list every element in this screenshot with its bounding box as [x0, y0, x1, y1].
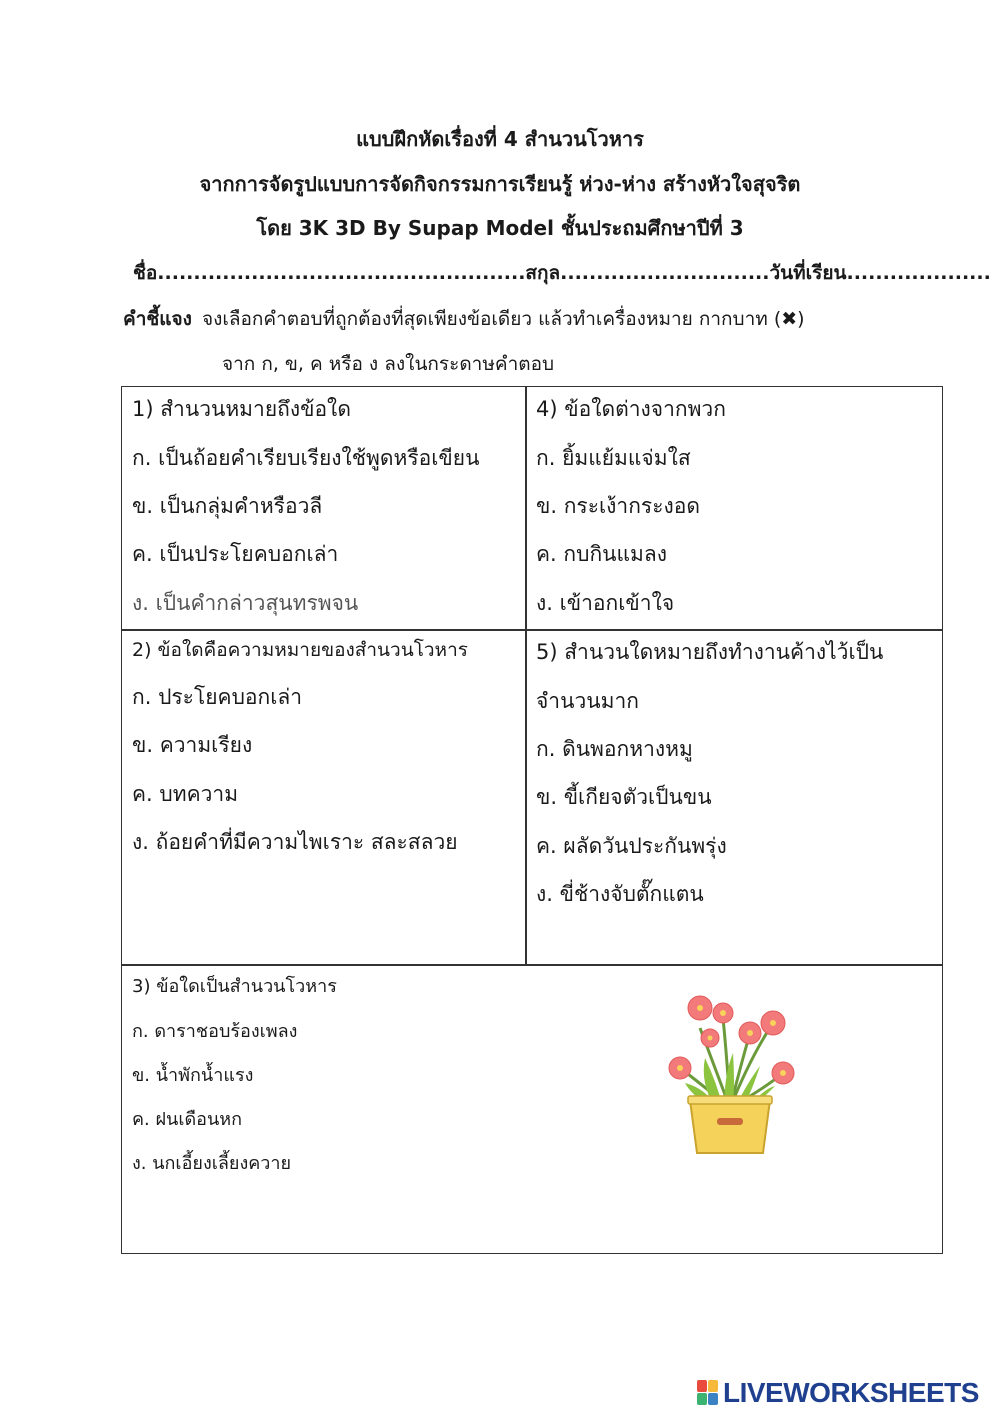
worksheet-subtitle: จากการจัดรูปแบบการจัดกิจกรรมการเรียนรู้ ห่วง-ห่าง สร้างหัวใจสุจริต [199, 172, 801, 196]
question-box-5 [525, 629, 943, 966]
question-5-text: 5) สำนวนใดหมายถึงทำงานค้างไว้เป็น [536, 640, 884, 664]
instructions-text-line2: จาก ก, ข, ค หรือ ง ลงในกระดาษคำตอบ [222, 353, 555, 375]
question-1-option-a[interactable]: ก. เป็นถ้อยคำเรียบเรียงใช้พูดหรือเขียน [132, 446, 480, 470]
worksheet-title: แบบฝึกหัดเรื่องที่ 4 สำนวนโวหาร [356, 127, 644, 151]
question-box-4 [525, 386, 943, 631]
question-5-option-d[interactable]: ง. ขี่ช้างจับตั๊กแตน [536, 882, 704, 906]
question-2-option-d[interactable]: ง. ถ้อยคำที่มีความไพเราะ สละสลวย [132, 830, 458, 854]
question-1-option-c[interactable]: ค. เป็นประโยคบอกเล่า [132, 542, 339, 566]
liveworksheets-logo-text: LIVEWORKSHEETS [723, 1377, 979, 1408]
question-box-1 [121, 386, 527, 631]
question-1-option-d[interactable]: ง. เป็นคำกล่าวสุนทรพจน [132, 591, 359, 615]
question-2-option-c[interactable]: ค. บทความ [132, 782, 239, 806]
question-1-text: 1) สำนวนหมายถึงข้อใด [132, 397, 351, 421]
flower-pot-icon [655, 988, 805, 1158]
name-fill-line: ชื่อ...................................................สกุล.............................วันที่เรียน.................... [133, 262, 991, 284]
question-3-option-c[interactable]: ค. ฝนเดือนหก [132, 1109, 243, 1130]
question-4-option-d[interactable]: ง. เข้าอกเข้าใจ [536, 591, 675, 615]
liveworksheets-logo-icon [697, 1380, 719, 1406]
instructions-label: คำชี้แจง [123, 308, 192, 330]
question-3-text: 3) ข้อใดเป็นสำนวนโวหาร [132, 976, 337, 997]
question-4-option-b[interactable]: ข. กระเง้ากระงอด [536, 494, 700, 518]
question-4-text: 4) ข้อใดต่างจากพวก [536, 397, 726, 421]
question-3-option-b[interactable]: ข. น้ำพักน้ำแรง [132, 1065, 254, 1086]
worksheet-grade-line: โดย 3K 3D By Supap Model ชั้นประถมศึกษาปีที่ 3 [256, 216, 744, 240]
question-1-option-b[interactable]: ข. เป็นกลุ่มคำหรือวลี [132, 494, 323, 518]
question-4-option-a[interactable]: ก. ยิ้มแย้มแจ่มใส [536, 446, 691, 470]
question-2-option-b[interactable]: ข. ความเรียง [132, 733, 253, 757]
question-5-option-c[interactable]: ค. ผลัดวันประกันพรุ่ง [536, 834, 727, 858]
question-box-3 [121, 964, 943, 1254]
question-3-option-d[interactable]: ง. นกเอี้ยงเลี้ยงควาย [132, 1153, 292, 1174]
question-2-text: 2) ข้อใดคือความหมายของสำนวนโวหาร [132, 639, 468, 661]
instructions [123, 304, 923, 334]
question-5-option-b[interactable]: ข. ขี้เกียจตัวเป็นขน [536, 785, 712, 809]
liveworksheets-logo [697, 1378, 979, 1408]
question-3-option-a[interactable]: ก. ดาราชอบร้องเพลง [132, 1021, 298, 1042]
question-2-option-a[interactable]: ก. ประโยคบอกเล่า [132, 685, 303, 709]
question-5-option-a[interactable]: ก. ดินพอกหางหมู [536, 737, 693, 761]
instructions-text: จงเลือกคำตอบที่ถูกต้องที่สุดเพียงข้อเดียว แล้วทำเครื่องหมาย กากบาท (✖) [201, 308, 805, 330]
question-5-text-line2: จำนวนมาก [536, 689, 639, 713]
question-box-2 [121, 629, 527, 966]
question-4-option-c[interactable]: ค. กบกินแมลง [536, 542, 668, 566]
